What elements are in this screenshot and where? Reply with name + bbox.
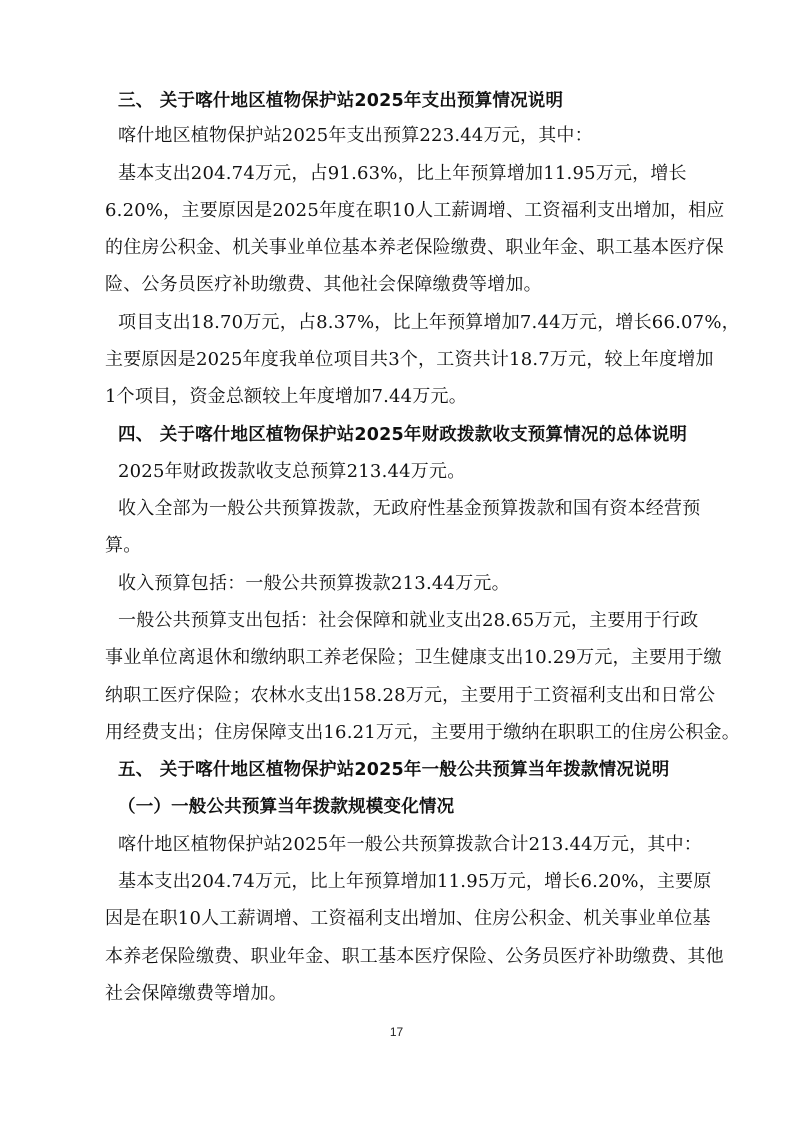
paragraph-line: 喀什地区植物保护站2025年支出预算223.44万元，其中： — [118, 125, 593, 146]
section-heading-3: 三、 关于喀什地区植物保护站2025年支出预算情况说明 — [118, 91, 564, 111]
paragraph-line: 社会保障缴费等增加。 — [105, 983, 287, 1004]
paragraph-line: 1个项目，资金总额较上年度增加7.44万元。 — [105, 386, 467, 407]
paragraph-line: 因是在职10人工薪调增、工资福利支出增加、住房公积金、机关事业单位基 — [105, 908, 711, 929]
paragraph-line: 收入预算包括：一般公共预算拨款213.44万元。 — [118, 573, 510, 594]
subsection-heading-1: （一）一般公共预算当年拨款规模变化情况 — [118, 797, 455, 817]
paragraph-line: 险、公务员医疗补助缴费、其他社会保障缴费等增加。 — [105, 274, 542, 295]
paragraph-line: 2025年财政拨款收支总预算213.44万元。 — [118, 461, 466, 482]
paragraph-line: 一般公共预算支出包括：社会保障和就业支出28.65万元，主要用于行政 — [118, 610, 699, 631]
paragraph-line: 收入全部为一般公共预算拨款，无政府性基金预算拨款和国有资本经营预 — [118, 498, 701, 519]
paragraph-line: 项目支出18.70万元，占8.37%，比上年预算增加7.44万元，增长66.07%， — [118, 312, 740, 333]
paragraph-line: 算。 — [105, 535, 142, 556]
page-number: 17 — [389, 1025, 404, 1039]
paragraph-line: 基本支出204.74万元，占91.63%，比上年预算增加11.95万元，增长 — [118, 163, 687, 184]
section-heading-5: 五、 关于喀什地区植物保护站2025年一般公共预算当年拨款情况说明 — [118, 760, 670, 780]
paragraph-line: 事业单位离退休和缴纳职工养老保险；卫生健康支出10.29万元，主要用于缴 — [105, 647, 722, 668]
paragraph-line: 喀什地区植物保护站2025年一般公共预算拨款合计213.44万元，其中： — [118, 834, 702, 855]
paragraph-line: 6.20%，主要原因是2025年度在职10人工薪调增、工资福利支出增加，相应 — [105, 200, 725, 221]
paragraph-line: 的住房公积金、机关事业单位基本养老保险缴费、职业年金、职工基本医疗保 — [105, 237, 724, 258]
paragraph-line: 用经费支出；住房保障支出16.21万元，主要用于缴纳在职职工的住房公积金。 — [105, 722, 740, 743]
section-heading-4: 四、 关于喀什地区植物保护站2025年财政拨款收支预算情况的总体说明 — [118, 425, 688, 445]
paragraph-line: 本养老保险缴费、职业年金、职工基本医疗保险、公务员医疗补助缴费、其他 — [105, 946, 724, 967]
paragraph-line: 主要原因是2025年度我单位项目共3个，工资共计18.7万元，较上年度增加 — [105, 349, 714, 370]
paragraph-line: 基本支出204.74万元，比上年预算增加11.95万元，增长6.20%，主要原 — [118, 871, 712, 892]
paragraph-line: 纳职工医疗保险；农林水支出158.28万元，主要用于工资福利支出和日常公 — [105, 685, 716, 706]
